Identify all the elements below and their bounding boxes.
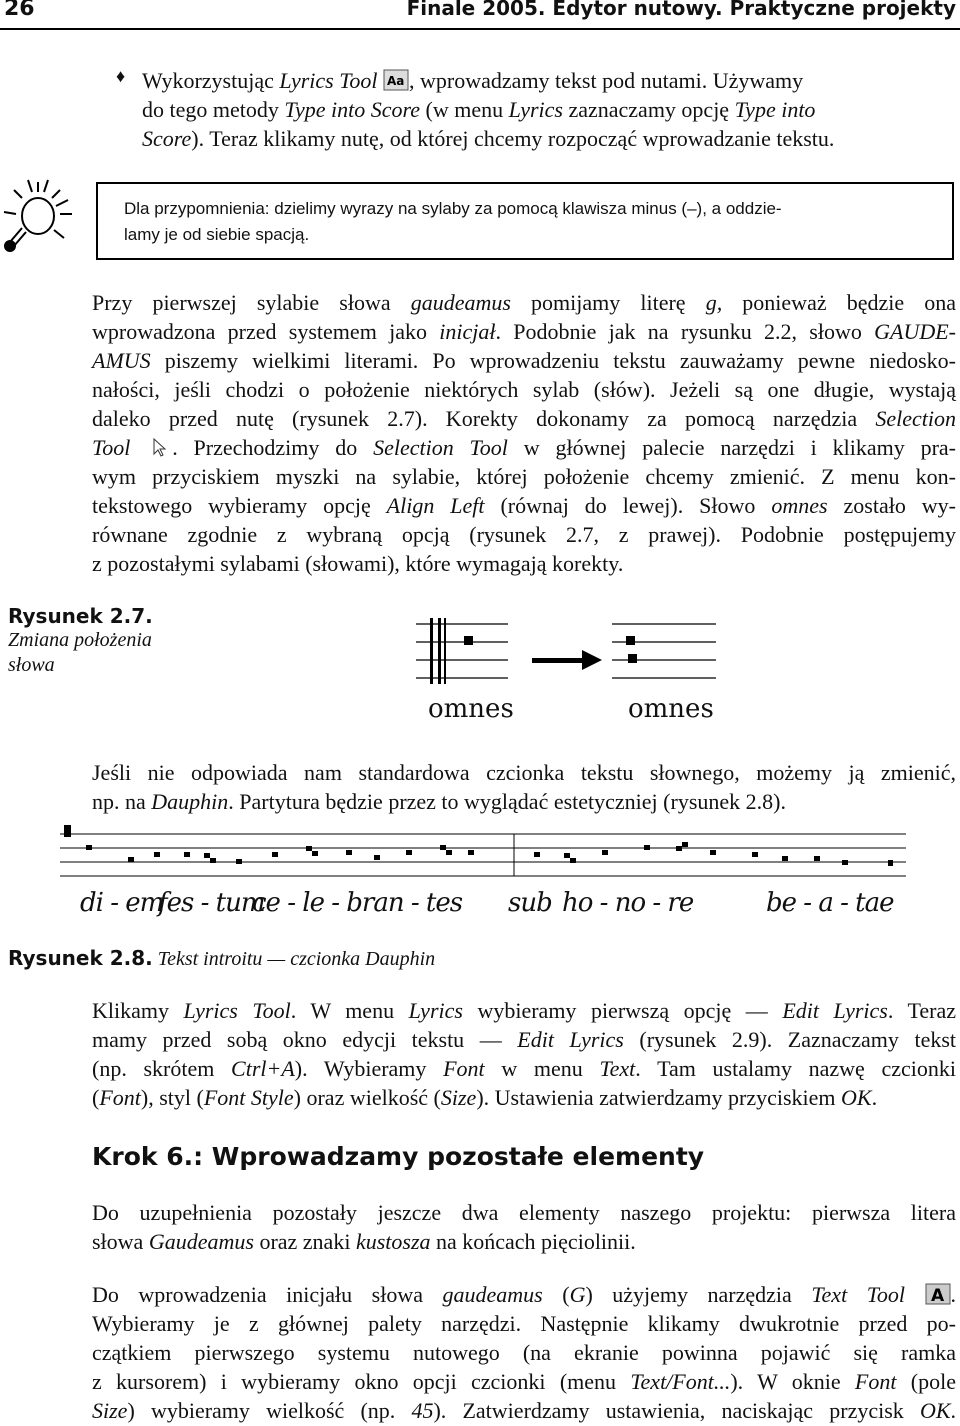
paragraph-4 bbox=[92, 1198, 956, 1256]
text-line: równane zgodnie z wybraną opcją (rysunek 2.7, z prawej). Podobnie postępujemy bbox=[92, 522, 956, 547]
text-line: Jeśli nie odpowiada nam standardowa czcionka tekstu słownego, możemy ją zmienić, bbox=[92, 760, 956, 785]
bullet-line: do tego metody Type into Score (w menu Lyrics zaznaczamy opcję Type into bbox=[142, 97, 816, 122]
bullet-diamond-icon: ♦ bbox=[116, 66, 126, 86]
text-tool-icon bbox=[925, 1283, 951, 1305]
lyric-syllables: be - a - tae bbox=[766, 888, 894, 918]
text-line: AMUS piszemy wielkimi literami. Po wprowadzeniu tekstu zauważamy pewne niedosko- bbox=[92, 348, 956, 373]
text-line: (Font), styl (Font Style) oraz wielkość (Size). Ustawienia zatwierdzamy przyciskiem OK. bbox=[92, 1085, 878, 1110]
text-line: Wybieramy je z głównej palety narzędzi. Następnie klikamy dwukrotnie przed po- bbox=[92, 1311, 956, 1336]
lyrics-tool-icon bbox=[383, 69, 409, 91]
text-line: daleko przed nutę (rysunek 2.7). Korekty dokonamy za pomocą narzędzia Selection bbox=[92, 406, 956, 431]
svg-text:A: A bbox=[930, 1286, 944, 1305]
text-line: Size) wybieramy wielkość (np. 45). Zatwierdzamy ustawienia, naciskając przycisk OK. bbox=[92, 1398, 957, 1423]
bullet-line: Wykorzystując Lyrics Tool Aa , wprowadzamy tekst pod nutami. Używamy bbox=[142, 68, 804, 93]
lyric-syllables: sub bbox=[508, 888, 552, 918]
header-rule bbox=[0, 28, 960, 30]
lyric-syllables: ho - no - re bbox=[562, 888, 694, 918]
figure-2-8-chant-staff bbox=[60, 822, 906, 884]
text-line: mamy przed sobą okno edycji tekstu — Edit Lyrics (rysunek 2.9). Zaznaczamy tekst bbox=[92, 1027, 957, 1052]
text-line: nałości, jeśli chodzi o położenie niektórych sylab (słów). Jeżeli są one długie, wystają bbox=[92, 377, 956, 402]
text-line: Przy pierwszej sylabie słowa gaudeamus pomijamy literę g, ponieważ będzie ona bbox=[92, 290, 956, 315]
text-line: Do uzupełnienia pozostały jeszcze dwa elementy naszego projektu: pierwsza litera bbox=[92, 1200, 956, 1225]
text-line: Klikamy Lyrics Tool. W menu Lyrics wybieramy pierwszą opcję — Edit Lyrics. Teraz bbox=[92, 998, 956, 1023]
text-line: wym przyciskiem myszki na sylabie, której położenie chcemy zmienić. Z menu kon- bbox=[92, 464, 956, 489]
lyric-syllables: di - em bbox=[80, 888, 164, 918]
svg-text:Aa: Aa bbox=[387, 74, 405, 88]
paragraph-2 bbox=[92, 758, 956, 816]
text-line: np. na Dauphin. Partytura będzie przez to wyglądać estetyczniej (rysunek 2.8). bbox=[92, 789, 786, 814]
note-text: Dla przypomnienia: dzielimy wyrazy na sylaby za pomocą klawisza minus (–), a oddzie- lamy je od siebie spacją. bbox=[124, 199, 782, 244]
running-title: Finale 2005. Edytor nutowy. Praktyczne projekty bbox=[406, 0, 956, 20]
text-line: tekstowego wybieramy opcję Align Left (równaj do lewej). Słowo omnes zostało wy- bbox=[92, 493, 957, 518]
word-omnes-right: omnes bbox=[628, 694, 714, 724]
section-heading: Krok 6.: Wprowadzamy pozostałe elementy bbox=[92, 1142, 705, 1171]
figure-2-8-caption: Rysunek 2.8. Tekst introitu — czcionka Dauphin bbox=[8, 946, 436, 970]
figure-2-7-music bbox=[416, 614, 716, 694]
bullet-paragraph bbox=[142, 66, 942, 153]
text-line: z kursorem) i wybieramy okno opcji czcionki (menu Text/Font...). W oknie Font (pole bbox=[92, 1369, 956, 1394]
text-line: Do wprowadzenia inicjału słowa gaudeamus (G) użyjemy narzędzia Text Tool A . bbox=[92, 1282, 957, 1307]
figure-2-7-caption: Rysunek 2.7. Zmiana położenia słowa bbox=[8, 604, 153, 676]
text-line: (np. skrótem Ctrl+A). Wybieramy Font w menu Text. Tam ustalamy nazwę czcionki bbox=[92, 1056, 956, 1081]
text-line: wprowadzona przed systemem jako inicjał. Podobnie jak na rysunku 2.2, słowo GAUDE- bbox=[92, 319, 957, 344]
lyric-syllables: ce - le - bran - tes bbox=[252, 888, 463, 918]
lightbulb-icon bbox=[0, 176, 84, 256]
text-line: Tool . Przechodzimy do Selection Tool w głównej palecie narzędzi i klikamy pra- bbox=[92, 435, 956, 460]
text-line: czątkiem pierwszego systemu nutowego (na ekranie powinna pojawić się ramka bbox=[92, 1340, 956, 1365]
lyric-syllables: fes - tum bbox=[158, 888, 265, 918]
page-header bbox=[0, 0, 960, 30]
text-line: słowa Gaudeamus oraz znaki kustosza na końcach pięciolinii. bbox=[92, 1229, 636, 1254]
paragraph-3 bbox=[92, 996, 956, 1112]
text-line: z pozostałymi sylabami (słowami), które wymagają korekty. bbox=[92, 551, 624, 576]
paragraph-1 bbox=[92, 288, 956, 578]
page-number: 26 bbox=[4, 0, 35, 21]
word-omnes-left: omnes bbox=[428, 694, 514, 724]
selection-tool-icon bbox=[146, 436, 172, 458]
bullet-line: Score). Teraz klikamy nutę, od której chcemy rozpocząć wprowadzanie tekstu. bbox=[142, 126, 835, 151]
paragraph-5 bbox=[92, 1280, 956, 1425]
